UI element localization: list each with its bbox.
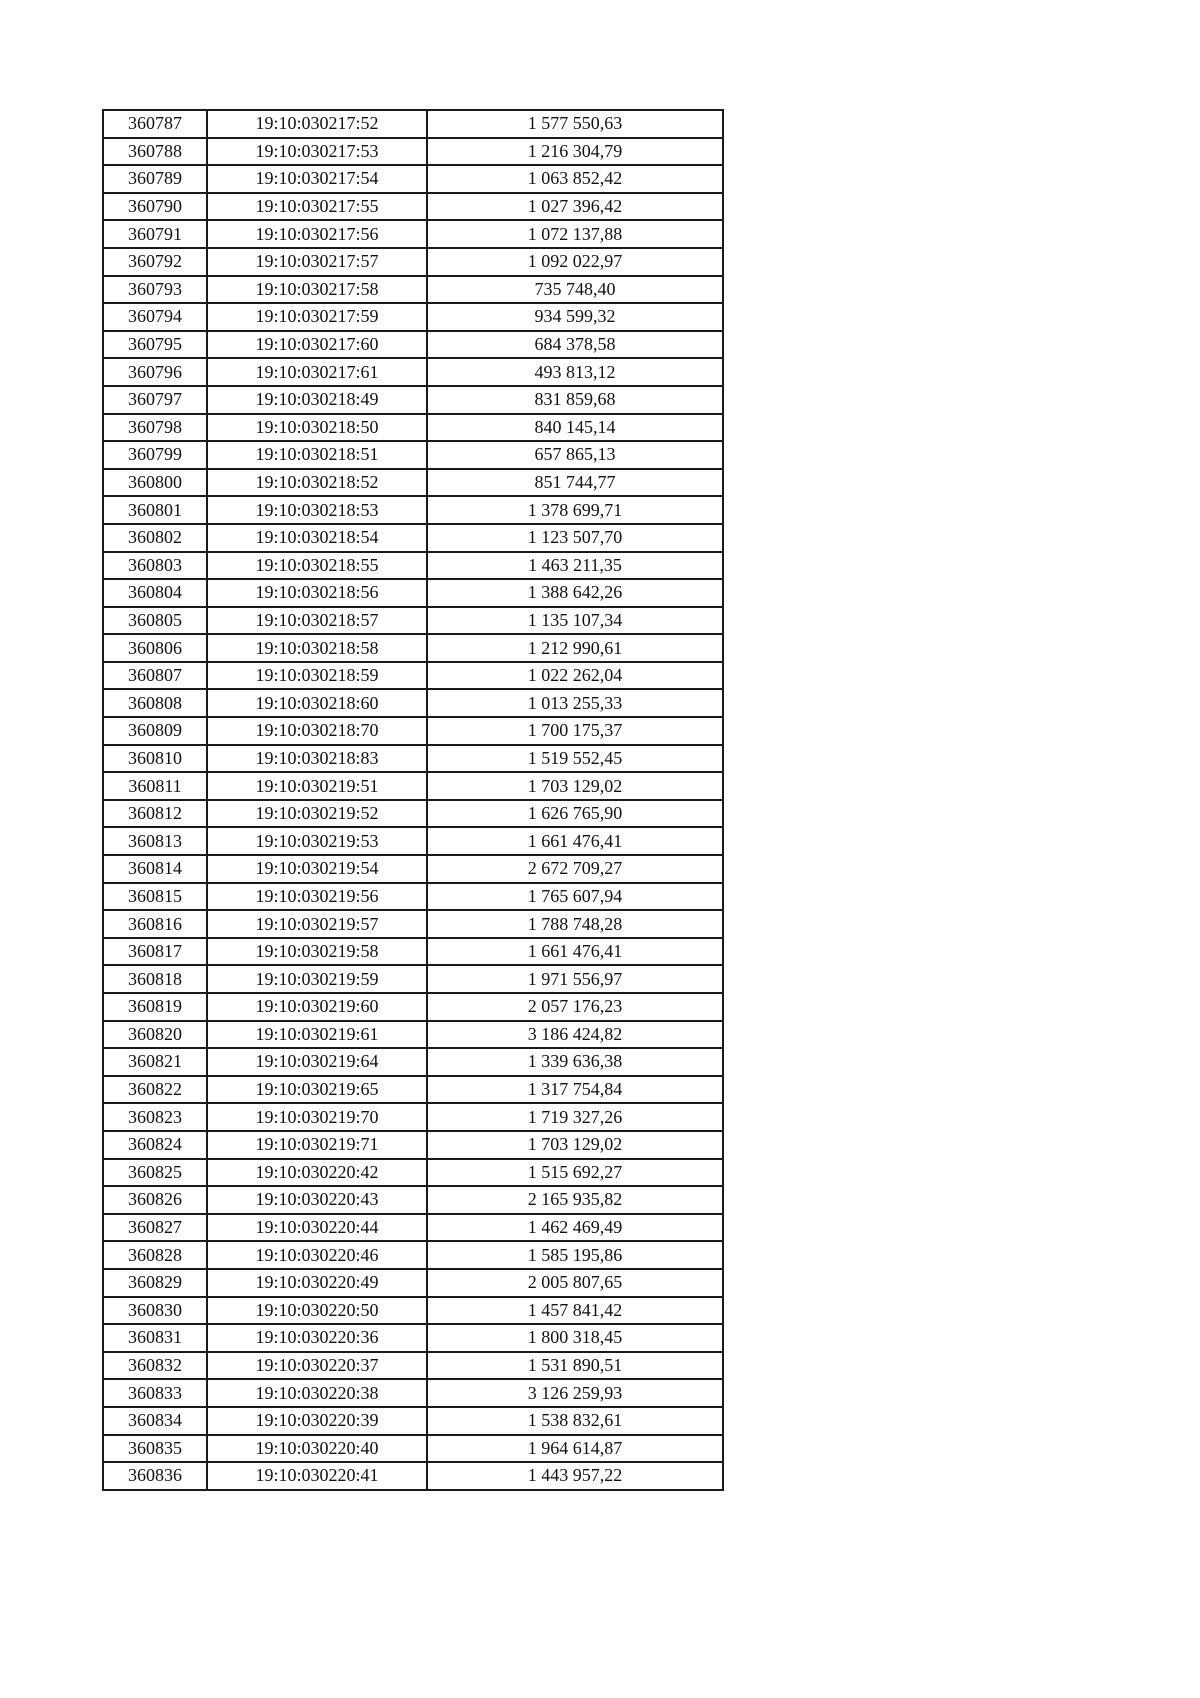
row-number-cell: 360812 <box>103 800 207 828</box>
value-cell: 1 388 642,26 <box>427 579 723 607</box>
cadastral-number-cell: 19:10:030219:56 <box>207 883 427 911</box>
value-cell: 1 317 754,84 <box>427 1076 723 1104</box>
cadastral-number-cell: 19:10:030220:39 <box>207 1407 427 1435</box>
row-number-cell: 360792 <box>103 248 207 276</box>
row-number-cell: 360818 <box>103 965 207 993</box>
row-number-cell: 360820 <box>103 1021 207 1049</box>
value-cell: 2 057 176,23 <box>427 993 723 1021</box>
row-number-cell: 360815 <box>103 883 207 911</box>
cadastral-number-cell: 19:10:030220:49 <box>207 1269 427 1297</box>
table-row <box>103 579 723 607</box>
cadastral-number-cell: 19:10:030217:57 <box>207 248 427 276</box>
value-cell: 1 531 890,51 <box>427 1352 723 1380</box>
row-number-cell: 360800 <box>103 469 207 497</box>
row-number-cell: 360826 <box>103 1186 207 1214</box>
cadastral-number-cell: 19:10:030220:41 <box>207 1462 427 1490</box>
cadastral-number-cell: 19:10:030217:52 <box>207 110 427 138</box>
table-body <box>103 110 723 1490</box>
cadastral-number-cell: 19:10:030220:37 <box>207 1352 427 1380</box>
cadastral-number-cell: 19:10:030219:58 <box>207 938 427 966</box>
value-cell: 1 457 841,42 <box>427 1297 723 1325</box>
value-cell: 1 538 832,61 <box>427 1407 723 1435</box>
cadastral-number-cell: 19:10:030219:70 <box>207 1103 427 1131</box>
cadastral-number-cell: 19:10:030219:53 <box>207 827 427 855</box>
value-cell: 851 744,77 <box>427 469 723 497</box>
table-row <box>103 469 723 497</box>
table-row <box>103 965 723 993</box>
table-row <box>103 441 723 469</box>
cadastral-number-cell: 19:10:030218:58 <box>207 634 427 662</box>
table-row <box>103 165 723 193</box>
row-number-cell: 360813 <box>103 827 207 855</box>
value-cell: 1 072 137,88 <box>427 220 723 248</box>
row-number-cell: 360808 <box>103 689 207 717</box>
value-cell: 1 703 129,02 <box>427 1131 723 1159</box>
value-cell: 3 186 424,82 <box>427 1021 723 1049</box>
row-number-cell: 360816 <box>103 910 207 938</box>
table-row <box>103 1269 723 1297</box>
row-number-cell: 360791 <box>103 220 207 248</box>
cadastral-number-cell: 19:10:030219:57 <box>207 910 427 938</box>
row-number-cell: 360811 <box>103 772 207 800</box>
cadastral-number-cell: 19:10:030218:59 <box>207 662 427 690</box>
cadastral-number-cell: 19:10:030219:54 <box>207 855 427 883</box>
table-row <box>103 386 723 414</box>
table-row <box>103 1103 723 1131</box>
value-cell: 1 703 129,02 <box>427 772 723 800</box>
value-cell: 1 800 318,45 <box>427 1324 723 1352</box>
value-cell: 1 212 990,61 <box>427 634 723 662</box>
row-number-cell: 360795 <box>103 331 207 359</box>
row-number-cell: 360787 <box>103 110 207 138</box>
row-number-cell: 360819 <box>103 993 207 1021</box>
cadastral-number-cell: 19:10:030219:59 <box>207 965 427 993</box>
row-number-cell: 360831 <box>103 1324 207 1352</box>
cadastral-number-cell: 19:10:030217:55 <box>207 193 427 221</box>
table-row <box>103 1407 723 1435</box>
table-row <box>103 772 723 800</box>
cadastral-number-cell: 19:10:030219:52 <box>207 800 427 828</box>
table-row <box>103 634 723 662</box>
table-row <box>103 496 723 524</box>
row-number-cell: 360793 <box>103 276 207 304</box>
table-row <box>103 662 723 690</box>
table-row <box>103 138 723 166</box>
value-cell: 1 013 255,33 <box>427 689 723 717</box>
row-number-cell: 360799 <box>103 441 207 469</box>
table-row <box>103 910 723 938</box>
cadastral-number-cell: 19:10:030217:56 <box>207 220 427 248</box>
value-cell: 1 626 765,90 <box>427 800 723 828</box>
table-row <box>103 110 723 138</box>
value-cell: 657 865,13 <box>427 441 723 469</box>
table-row <box>103 248 723 276</box>
table-row <box>103 1048 723 1076</box>
value-cell: 934 599,32 <box>427 303 723 331</box>
cadastral-number-cell: 19:10:030218:54 <box>207 524 427 552</box>
value-cell: 1 216 304,79 <box>427 138 723 166</box>
cadastral-number-cell: 19:10:030218:55 <box>207 552 427 580</box>
row-number-cell: 360825 <box>103 1159 207 1187</box>
cadastral-number-cell: 19:10:030217:53 <box>207 138 427 166</box>
value-cell: 1 463 211,35 <box>427 552 723 580</box>
row-number-cell: 360829 <box>103 1269 207 1297</box>
table-row <box>103 827 723 855</box>
cadastral-number-cell: 19:10:030217:59 <box>207 303 427 331</box>
cadastral-number-cell: 19:10:030220:36 <box>207 1324 427 1352</box>
row-number-cell: 360794 <box>103 303 207 331</box>
value-cell: 1 339 636,38 <box>427 1048 723 1076</box>
value-cell: 1 964 614,87 <box>427 1435 723 1463</box>
table-row <box>103 552 723 580</box>
value-cell: 493 813,12 <box>427 358 723 386</box>
table-row <box>103 524 723 552</box>
table-row <box>103 1241 723 1269</box>
value-cell: 831 859,68 <box>427 386 723 414</box>
table-row <box>103 1076 723 1104</box>
cadastral-number-cell: 19:10:030219:71 <box>207 1131 427 1159</box>
value-cell: 1 462 469,49 <box>427 1214 723 1242</box>
table-row <box>103 1214 723 1242</box>
value-cell: 1 022 262,04 <box>427 662 723 690</box>
row-number-cell: 360832 <box>103 1352 207 1380</box>
value-cell: 1 515 692,27 <box>427 1159 723 1187</box>
value-cell: 2 005 807,65 <box>427 1269 723 1297</box>
value-cell: 1 063 852,42 <box>427 165 723 193</box>
cadastral-number-cell: 19:10:030219:51 <box>207 772 427 800</box>
row-number-cell: 360836 <box>103 1462 207 1490</box>
cadastral-number-cell: 19:10:030218:83 <box>207 745 427 773</box>
table-row <box>103 689 723 717</box>
value-cell: 1 135 107,34 <box>427 607 723 635</box>
cadastral-number-cell: 19:10:030218:70 <box>207 717 427 745</box>
data-table <box>102 109 724 1491</box>
value-cell: 1 027 396,42 <box>427 193 723 221</box>
value-cell: 1 092 022,97 <box>427 248 723 276</box>
table-row <box>103 1159 723 1187</box>
value-cell: 1 788 748,28 <box>427 910 723 938</box>
row-number-cell: 360817 <box>103 938 207 966</box>
cadastral-number-cell: 19:10:030218:56 <box>207 579 427 607</box>
table-row <box>103 717 723 745</box>
table-row <box>103 1352 723 1380</box>
value-cell: 1 719 327,26 <box>427 1103 723 1131</box>
cadastral-number-cell: 19:10:030218:52 <box>207 469 427 497</box>
value-cell: 1 661 476,41 <box>427 938 723 966</box>
table-row <box>103 1131 723 1159</box>
row-number-cell: 360830 <box>103 1297 207 1325</box>
table-row <box>103 414 723 442</box>
table-row <box>103 1297 723 1325</box>
cadastral-number-cell: 19:10:030218:53 <box>207 496 427 524</box>
value-cell: 1 378 699,71 <box>427 496 723 524</box>
cadastral-number-cell: 19:10:030218:60 <box>207 689 427 717</box>
row-number-cell: 360803 <box>103 552 207 580</box>
value-cell: 684 378,58 <box>427 331 723 359</box>
value-cell: 1 661 476,41 <box>427 827 723 855</box>
cadastral-number-cell: 19:10:030219:65 <box>207 1076 427 1104</box>
cadastral-number-cell: 19:10:030220:46 <box>207 1241 427 1269</box>
row-number-cell: 360805 <box>103 607 207 635</box>
row-number-cell: 360796 <box>103 358 207 386</box>
value-cell: 1 443 957,22 <box>427 1462 723 1490</box>
value-cell: 3 126 259,93 <box>427 1379 723 1407</box>
value-cell: 1 765 607,94 <box>427 883 723 911</box>
row-number-cell: 360788 <box>103 138 207 166</box>
row-number-cell: 360822 <box>103 1076 207 1104</box>
cadastral-number-cell: 19:10:030217:54 <box>207 165 427 193</box>
row-number-cell: 360835 <box>103 1435 207 1463</box>
table-row <box>103 1435 723 1463</box>
table-row <box>103 193 723 221</box>
cadastral-number-cell: 19:10:030219:60 <box>207 993 427 1021</box>
cadastral-number-cell: 19:10:030218:57 <box>207 607 427 635</box>
table-row <box>103 993 723 1021</box>
row-number-cell: 360809 <box>103 717 207 745</box>
row-number-cell: 360804 <box>103 579 207 607</box>
row-number-cell: 360814 <box>103 855 207 883</box>
value-cell: 1 123 507,70 <box>427 524 723 552</box>
cadastral-number-cell: 19:10:030220:42 <box>207 1159 427 1187</box>
cadastral-number-cell: 19:10:030220:38 <box>207 1379 427 1407</box>
value-cell: 1 971 556,97 <box>427 965 723 993</box>
cadastral-number-cell: 19:10:030218:51 <box>207 441 427 469</box>
row-number-cell: 360810 <box>103 745 207 773</box>
row-number-cell: 360790 <box>103 193 207 221</box>
value-cell: 735 748,40 <box>427 276 723 304</box>
cadastral-number-cell: 19:10:030220:43 <box>207 1186 427 1214</box>
row-number-cell: 360798 <box>103 414 207 442</box>
table-row <box>103 1462 723 1490</box>
row-number-cell: 360807 <box>103 662 207 690</box>
row-number-cell: 360823 <box>103 1103 207 1131</box>
table-row <box>103 607 723 635</box>
table-row <box>103 1324 723 1352</box>
value-cell: 840 145,14 <box>427 414 723 442</box>
value-cell: 1 519 552,45 <box>427 745 723 773</box>
row-number-cell: 360821 <box>103 1048 207 1076</box>
cadastral-number-cell: 19:10:030220:50 <box>207 1297 427 1325</box>
cadastral-number-cell: 19:10:030217:58 <box>207 276 427 304</box>
cadastral-number-cell: 19:10:030217:61 <box>207 358 427 386</box>
value-cell: 1 577 550,63 <box>427 110 723 138</box>
cadastral-number-cell: 19:10:030220:40 <box>207 1435 427 1463</box>
table-row <box>103 358 723 386</box>
row-number-cell: 360801 <box>103 496 207 524</box>
cadastral-number-cell: 19:10:030217:60 <box>207 331 427 359</box>
table-row <box>103 331 723 359</box>
table-row <box>103 938 723 966</box>
row-number-cell: 360834 <box>103 1407 207 1435</box>
cadastral-number-cell: 19:10:030218:50 <box>207 414 427 442</box>
table-row <box>103 883 723 911</box>
row-number-cell: 360789 <box>103 165 207 193</box>
table-row <box>103 220 723 248</box>
table-row <box>103 745 723 773</box>
cadastral-number-cell: 19:10:030218:49 <box>207 386 427 414</box>
table-row <box>103 1186 723 1214</box>
row-number-cell: 360827 <box>103 1214 207 1242</box>
value-cell: 2 672 709,27 <box>427 855 723 883</box>
table-row <box>103 276 723 304</box>
cadastral-number-cell: 19:10:030220:44 <box>207 1214 427 1242</box>
value-cell: 1 585 195,86 <box>427 1241 723 1269</box>
row-number-cell: 360802 <box>103 524 207 552</box>
table-row <box>103 1379 723 1407</box>
cadastral-number-cell: 19:10:030219:64 <box>207 1048 427 1076</box>
value-cell: 1 700 175,37 <box>427 717 723 745</box>
row-number-cell: 360797 <box>103 386 207 414</box>
row-number-cell: 360828 <box>103 1241 207 1269</box>
row-number-cell: 360824 <box>103 1131 207 1159</box>
row-number-cell: 360806 <box>103 634 207 662</box>
table-row <box>103 303 723 331</box>
row-number-cell: 360833 <box>103 1379 207 1407</box>
table-row <box>103 855 723 883</box>
table-row <box>103 800 723 828</box>
value-cell: 2 165 935,82 <box>427 1186 723 1214</box>
cadastral-number-cell: 19:10:030219:61 <box>207 1021 427 1049</box>
table-row <box>103 1021 723 1049</box>
